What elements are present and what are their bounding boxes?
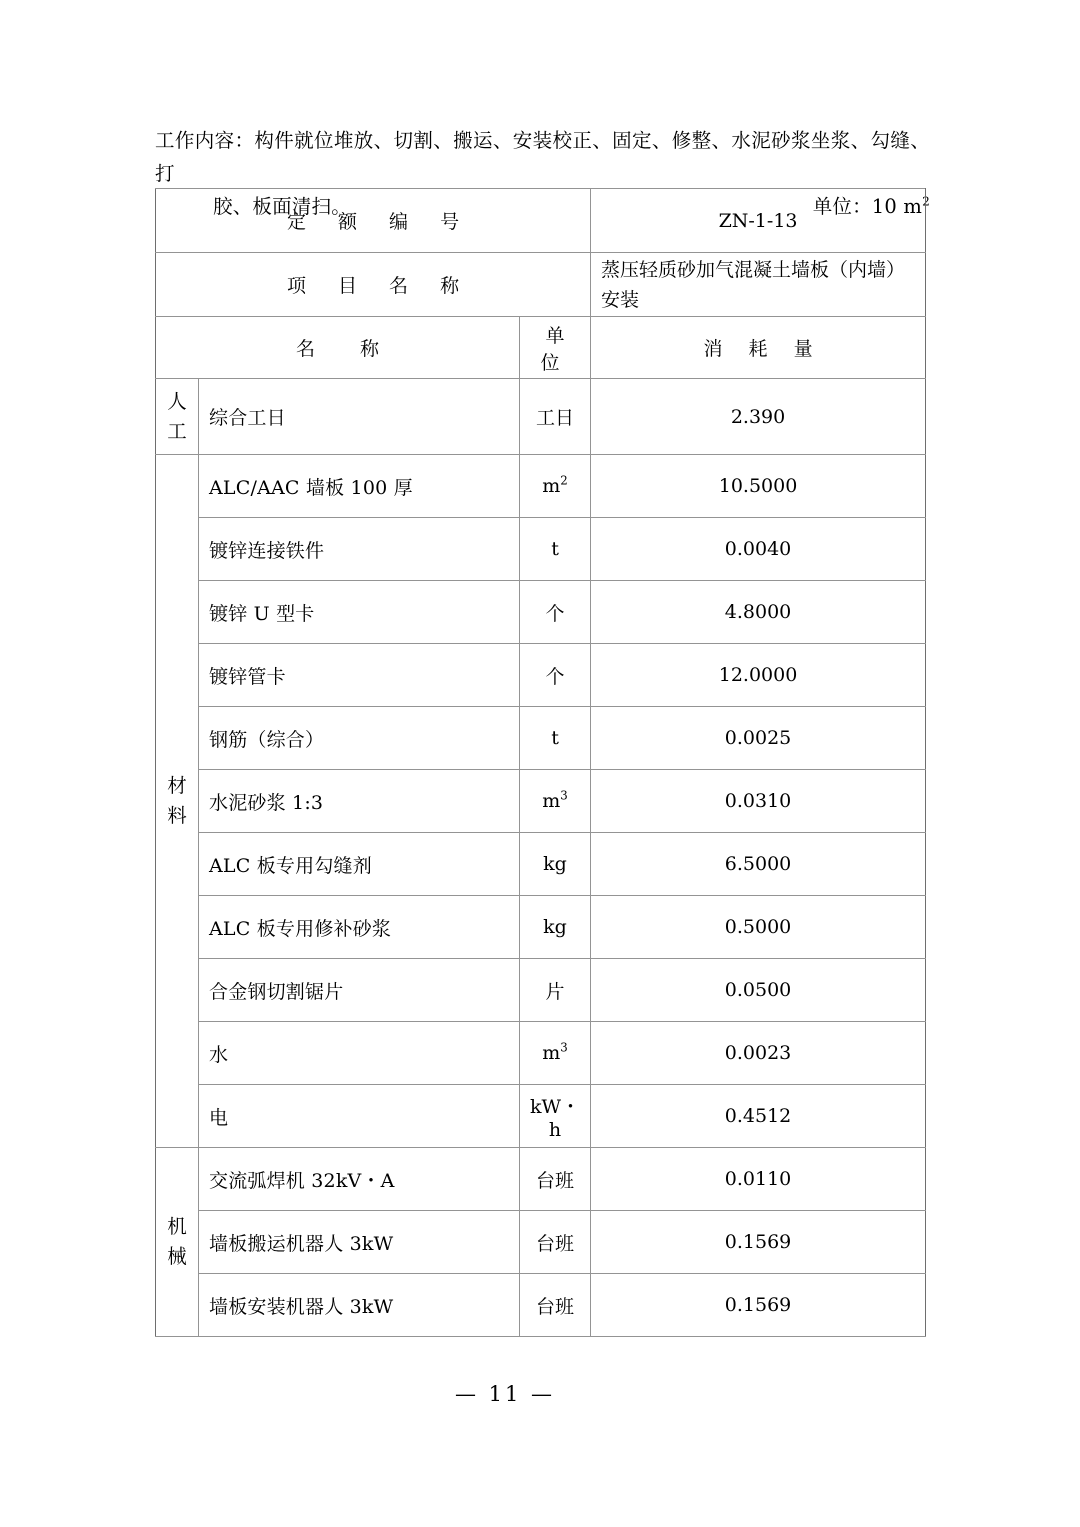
work-content-line1: 工作内容：构件就位堆放、切割、搬运、安装校正、固定、修整、水泥砂浆坐浆、勾缝、打 (155, 129, 930, 185)
item-name: 镀锌管卡 (199, 644, 520, 707)
item-qty: 0.1569 (591, 1211, 926, 1274)
item-unit-base: 工日 (536, 407, 575, 429)
category-text: 材料 (167, 774, 187, 827)
table-row-column-headers (156, 317, 926, 379)
item-qty: 0.0025 (591, 707, 926, 770)
item-unit-base: 台班 (536, 1169, 575, 1192)
category-text: 人工 (167, 389, 187, 443)
item-name: 综合工日 (199, 379, 520, 455)
item-unit (520, 1085, 591, 1148)
item-qty: 4.8000 (591, 581, 926, 644)
code-value: ZN-1-13 (591, 189, 926, 253)
quota-table-body (156, 189, 926, 1337)
table-row (156, 1274, 926, 1337)
item-unit-base: kg (543, 916, 567, 938)
item-name: ALC 板专用修补砂浆 (199, 896, 520, 959)
code-label: 定 额 编 号 (156, 189, 591, 253)
item-name: ALC 板专用勾缝剂 (199, 833, 520, 896)
item-unit (520, 896, 591, 959)
table-row (156, 1022, 926, 1085)
item-qty: 0.0023 (591, 1022, 926, 1085)
table-row-project (156, 253, 926, 317)
category-label-labor (156, 379, 199, 455)
table-row (156, 644, 926, 707)
table-row-code (156, 189, 926, 253)
item-name: 交流弧焊机 32kV・A (199, 1148, 520, 1211)
item-unit (520, 644, 591, 707)
table-row (156, 1148, 926, 1211)
item-unit (520, 1274, 591, 1337)
item-unit-base: m (542, 790, 561, 812)
item-name: 水 (199, 1022, 520, 1085)
table-row (156, 707, 926, 770)
table-row (156, 896, 926, 959)
unit-note-superscript: 2 (922, 194, 930, 209)
item-unit (520, 379, 591, 455)
item-unit-sup: 3 (560, 788, 568, 803)
column-header-qty: 消 耗 量 (591, 317, 926, 379)
item-name: 电 (199, 1085, 520, 1148)
item-unit-base: 个 (545, 665, 565, 688)
item-name: 水泥砂浆 1:3 (199, 770, 520, 833)
item-unit-base: kW・h (530, 1095, 581, 1141)
item-unit (520, 1148, 591, 1211)
category-text: 机械 (167, 1215, 187, 1268)
item-unit-sup: 2 (560, 473, 568, 488)
item-qty: 10.5000 (591, 455, 926, 518)
item-unit (520, 959, 591, 1022)
table-row (156, 833, 926, 896)
item-name: ALC/AAC 墙板 100 厚 (199, 455, 520, 518)
item-unit-base: m (542, 1042, 561, 1064)
table-row (156, 1085, 926, 1148)
item-unit (520, 707, 591, 770)
item-qty: 0.0040 (591, 518, 926, 581)
item-unit-sup: 3 (560, 1040, 568, 1055)
item-name: 墙板安装机器人 3kW (199, 1274, 520, 1337)
work-content-line2: 胶、板面清扫。 (213, 195, 351, 218)
item-qty: 12.0000 (591, 644, 926, 707)
item-unit-base: 台班 (536, 1295, 575, 1318)
item-qty: 0.0310 (591, 770, 926, 833)
item-unit-base: 个 (545, 602, 565, 625)
item-unit-base: t (551, 727, 559, 749)
category-label-machine (156, 1148, 199, 1337)
unit-note-text: 单位：10 (812, 195, 904, 218)
item-unit (520, 455, 591, 518)
item-unit (520, 518, 591, 581)
item-unit (520, 581, 591, 644)
table-row (156, 518, 926, 581)
unit-note-base: m (903, 195, 923, 218)
item-name: 墙板搬运机器人 3kW (199, 1211, 520, 1274)
table-row (156, 959, 926, 1022)
item-unit-base: t (551, 538, 559, 560)
item-unit-base: 片 (545, 980, 565, 1003)
table-row (156, 455, 926, 518)
item-qty: 0.1569 (591, 1274, 926, 1337)
project-label: 项 目 名 称 (156, 253, 591, 317)
item-name: 钢筋（综合） (199, 707, 520, 770)
project-value: 蒸压轻质砂加气混凝土墙板（内墙）安装 (591, 253, 926, 317)
item-qty: 2.390 (591, 379, 926, 455)
table-row (156, 770, 926, 833)
item-unit-base: kg (543, 853, 567, 875)
item-qty: 0.5000 (591, 896, 926, 959)
item-unit-base: m (542, 475, 561, 497)
item-name: 镀锌 U 型卡 (199, 581, 520, 644)
item-unit-base: 台班 (536, 1232, 575, 1255)
item-qty: 6.5000 (591, 833, 926, 896)
table-row (156, 581, 926, 644)
table-row (156, 1211, 926, 1274)
item-qty: 0.4512 (591, 1085, 926, 1148)
item-unit (520, 833, 591, 896)
quota-table (155, 188, 926, 1337)
category-label-material (156, 455, 199, 1148)
item-unit (520, 1022, 591, 1085)
item-qty: 0.0500 (591, 959, 926, 1022)
item-qty: 0.0110 (591, 1148, 926, 1211)
item-name: 镀锌连接铁件 (199, 518, 520, 581)
table-row (156, 379, 926, 455)
item-unit (520, 770, 591, 833)
item-unit (520, 1211, 591, 1274)
column-header-unit: 单 位 (520, 317, 591, 379)
item-name: 合金钢切割锯片 (199, 959, 520, 1022)
page-footer: — 11 — (454, 1382, 556, 1406)
column-header-name: 名 称 (156, 317, 520, 379)
